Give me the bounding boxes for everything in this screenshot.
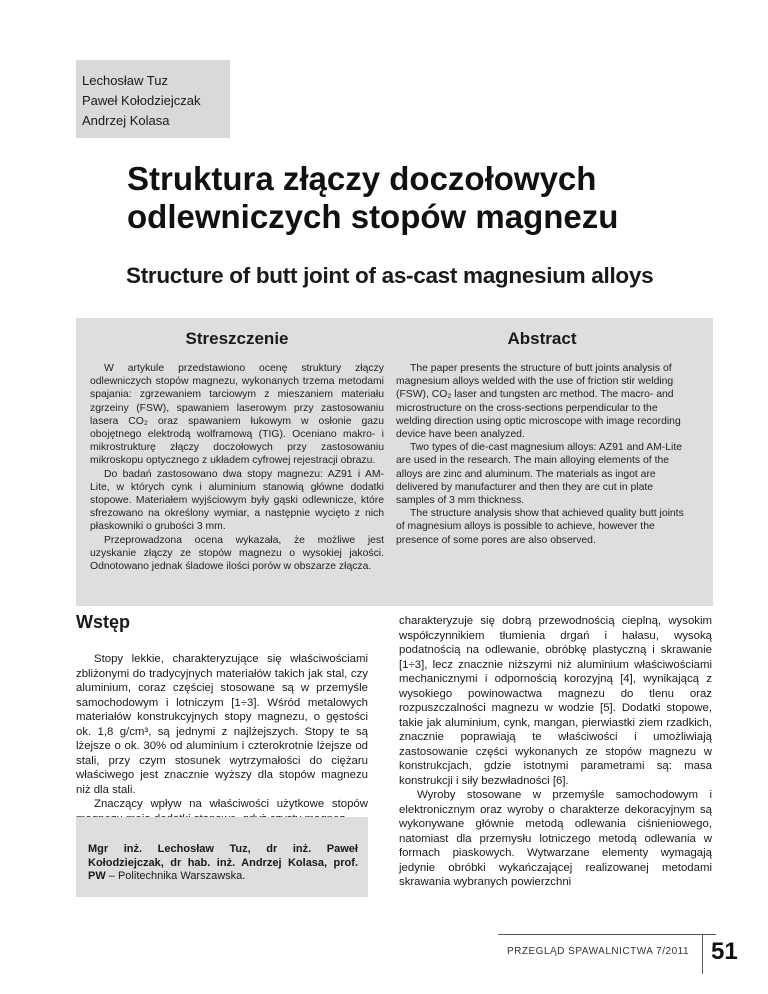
streszczenie-text xyxy=(90,362,384,573)
abstract-box xyxy=(76,318,713,606)
streszczenie-paragraph: W artykule przedstawiono ocenę struktury złączy odlewniczych stopów magnezu, wykonanych trzema metodami spajania: zgrzewaniem tarciowym z mieszaniem materiału zgrzeiny (FSW), spawaniem laserowym przy zastosowaniu lasera CO₂ oraz spawaniem łukowym w osłonie gazu obojętnego elektrodą wolframową (TIG). Oceniano makro- i mikrostrukturę złączy doczołowych przy zastosowaniu mikroskopu optycznego z układem cyfrowej rejestracji obrazu. xyxy=(90,363,384,467)
streszczenie-heading: Streszczenie xyxy=(185,329,289,348)
journal-footer: PRZEGLĄD SPAWALNICTWA 7/2011 xyxy=(507,946,690,957)
abstract-paragraph: Two types of die-cast magnesium alloys: AZ91 and AM-Lite are used in the research. The main alloying elements of the alloys are zinc and aluminum. The materials as ingot are delivered by manufacturer and then they are cut in plate samples of 3 mm thickness. xyxy=(396,442,683,507)
abstract-text xyxy=(396,362,688,547)
author-affiliation-box xyxy=(76,817,368,897)
footer-divider xyxy=(498,934,716,935)
abstract-paragraph: The structure analysis show that achieved quality butt joints of magnesium alloys is possible to achieve, however the presence of some pores are also observed. xyxy=(396,508,684,546)
streszczenie-column xyxy=(90,318,384,573)
title-english: Structure of butt joint of as-cast magnesium alloys xyxy=(126,263,654,288)
title-polish-line2: odlewniczych stopów magnezu xyxy=(127,198,619,235)
streszczenie-paragraph: Do badań zastosowano dwa stopy magnezu: AZ91 i AM-Lite, w których cynk i aluminium stanowią główne dodatki stopowe. Materiałem wyjściowym były gąski odlewnicze, które sfrezowano na określony wymiar, a następnie wycięto z nich płaskowniki o grubości 3 mm. xyxy=(90,468,384,533)
body-column-left xyxy=(76,652,368,826)
title-polish xyxy=(127,160,687,236)
abstract-paragraph: The paper presents the structure of butt joints analysis of magnesium alloys welded with the use of friction stir welding (FSW), CO₂ laser and tungsten arc method. The macro- and microstructure on the cross-sections perpendicular to the welding direction using optic microscope with image recording device have been analyzed. xyxy=(396,363,681,441)
author-name: Andrzej Kolasa xyxy=(82,113,170,128)
author-name: Paweł Kołodziejczak xyxy=(82,93,201,108)
abstract-heading: Abstract xyxy=(507,329,577,348)
title-polish-line1: Struktura złączy doczołowych xyxy=(127,160,597,197)
body-paragraph: charakteryzuje się dobrą przewodnością cieplną, wysokim współczynnikiem tłumienia drgań i hałasu, wysoką podatnością na odlewanie, obróbkę plastyczną i skrawanie [1÷3], lecz znacznie niższymi niż aluminium właściwościami mechanicznymi i odpornością korozyjną [4], wynikającą z wysokiego powinowactwa magnezu do tlenu oraz rozpuszczalności magnezu w wodzie [5]. Dodatki stopowe, takie jak aluminium, cynk, mangan, pierwiastki ziem rzadkich, znacznie poprawiają te właściwości i umożliwiają zastosowanie części wykonanych ze stopów magnezu w konstrukcjach, gdzie istotnymi parametrami są: masa konstrukcji i siły bezwładności [6]. xyxy=(399,615,712,787)
abstract-column xyxy=(396,318,688,547)
body-column-right xyxy=(399,614,712,890)
body-paragraph: Stopy lekkie, charakteryzujące się właściwościami zbliżonymi do tradycyjnych materiałów takich jak stal, czy aluminium, coraz częściej stosowane są w przemyśle samochodowym i lotniczym [1÷3]. Wśród metalowych materiałów konstrukcyjnych stopy magnezu, o gęstości ok. 1,8 g/cm³, są jednymi z najlżejszych. Stopy te są lżejsze o ok. 30% od aluminium i czterokrotnie lżejsze od stali, przy czym stosunek wytrzymałości do ciężaru właściwego jest znacznie wyższy dla stopów magnezu niż dla stali. xyxy=(76,653,368,796)
author-affiliation-institution: – Politechnika Warszawska. xyxy=(108,870,246,882)
authors-box xyxy=(76,60,230,138)
streszczenie-paragraph: Przeprowadzona ocena wykazała, że możliwe jest uzyskanie złączy ze stopów magnezu o wysokiej jakości. Odnotowano jednak śladowe ilości porów w obszarze złącza. xyxy=(90,534,384,573)
body-paragraph: Wyroby stosowane w przemyśle samochodowym i elektronicznym oraz wyroby o charakterze dekoracyjnym są wykonywane głównie metodą odlewania ciśnieniowego, natomiast dla przemysłu lotniczego metodą odlewania w formach piaskowych. Wytwarzane elementy wymagają jedynie obróbki wykańczającej realizowanej metodami skrawania wybranych powierzchni xyxy=(399,789,712,888)
section-heading-wstep: Wstęp xyxy=(76,612,130,632)
page-number: 51 xyxy=(702,934,738,974)
author-name: Lechosław Tuz xyxy=(82,73,168,88)
author-affiliation-names: Mgr inż. Lechosław Tuz, dr inż. Paweł Kołodziejczak, dr hab. inż. Andrzej Kolasa, prof. PW xyxy=(88,843,358,882)
body-paragraph: Znaczący wpływ na właściwości użytkowe stopów xyxy=(94,798,368,810)
